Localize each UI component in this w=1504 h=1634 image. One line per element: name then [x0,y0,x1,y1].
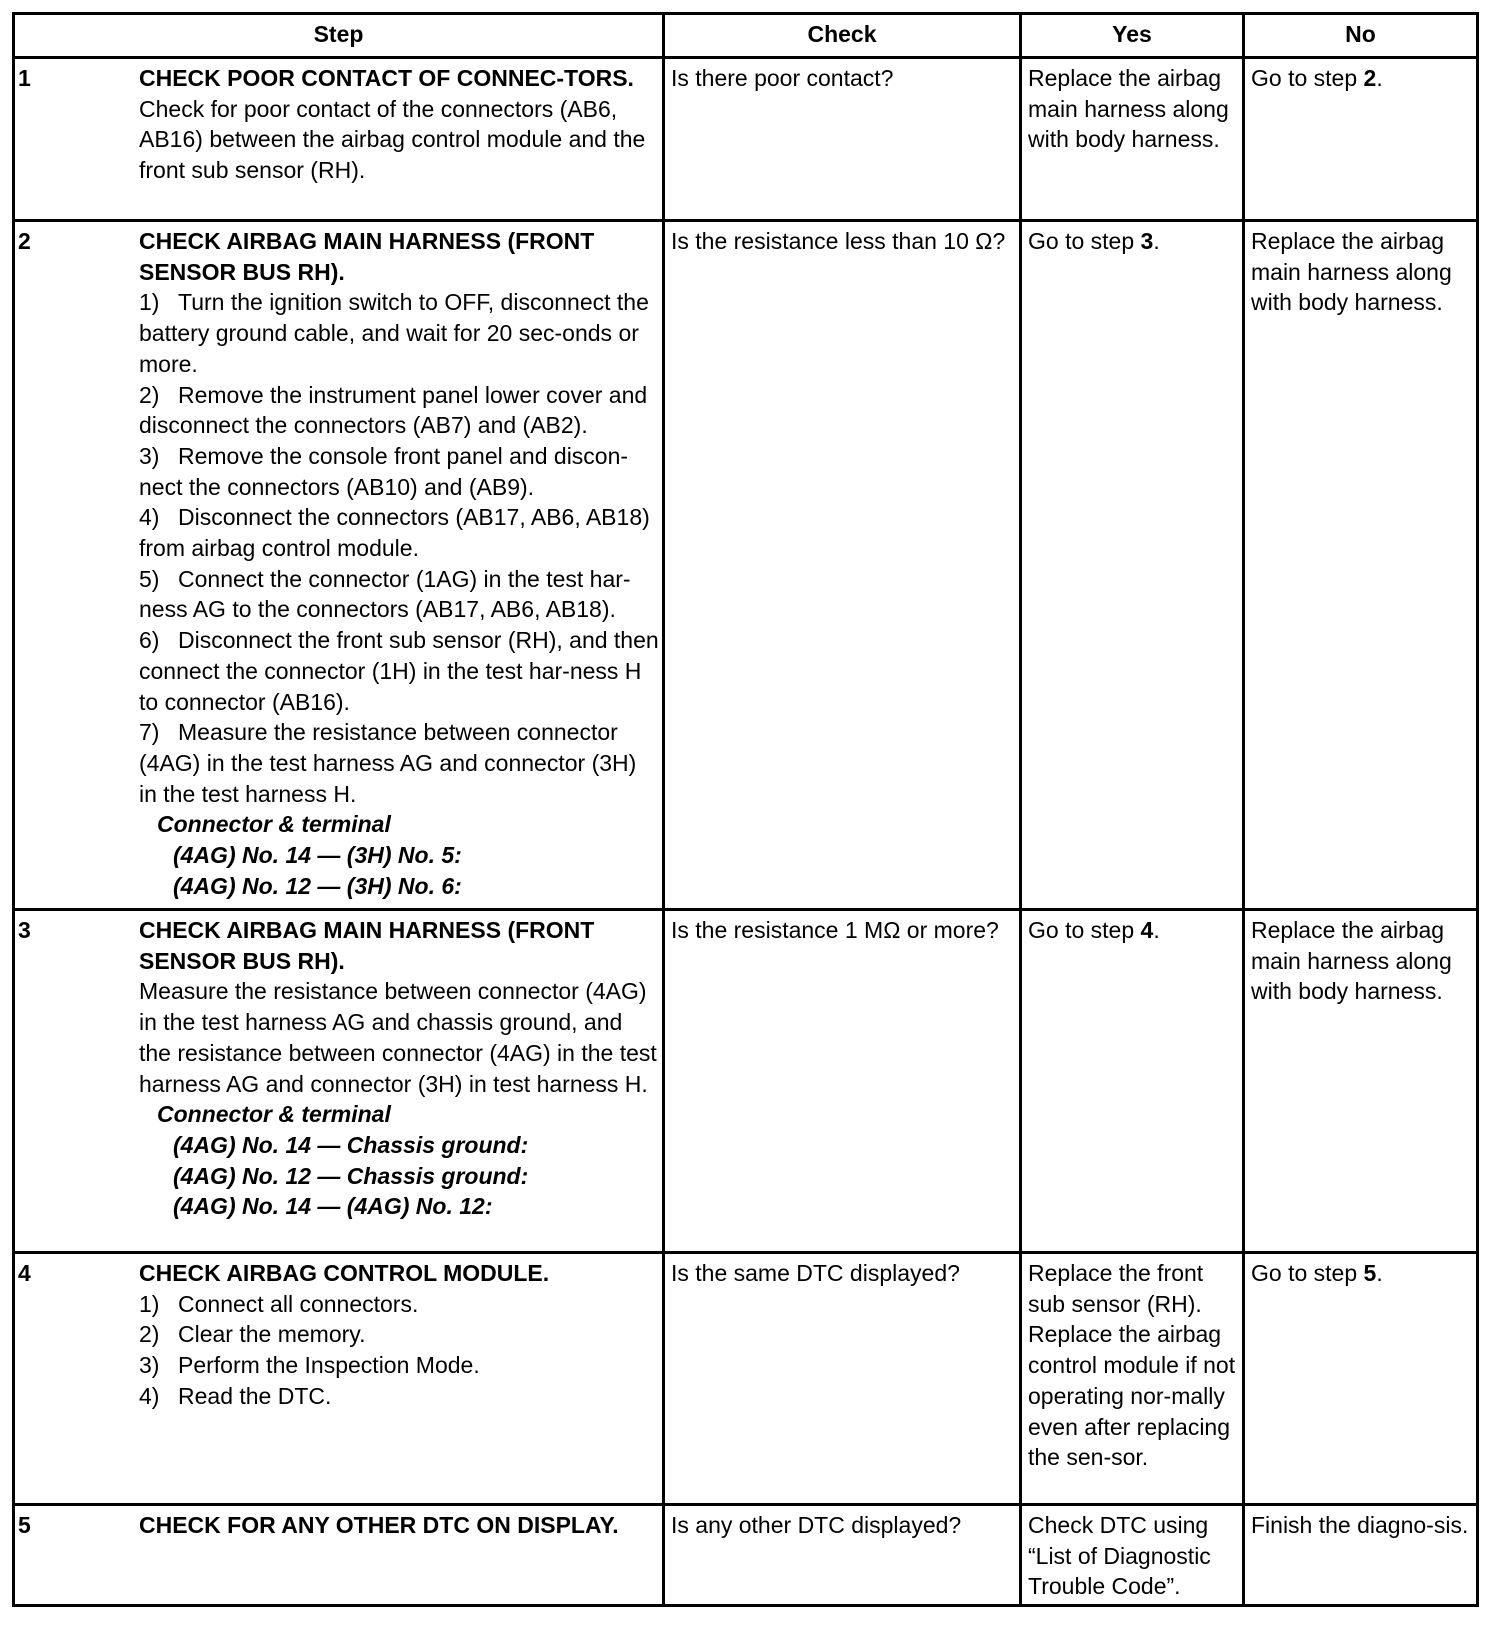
connector-terminal-line: (4AG) No. 12 — Chassis ground: [173,1162,529,1189]
header-yes: Yes [1021,14,1244,58]
no-text: Go to step [1251,1260,1364,1286]
substep: 2) Clear the memory. [139,1321,366,1348]
yes-text: Go to step [1028,917,1141,943]
no-cell: Replace the airbag main harness along with body harness. [1244,221,1478,910]
no-text: Go to step [1251,65,1364,91]
no-text-end: . [1376,65,1383,91]
step-title: CHECK POOR CONTACT OF CONNEC-TORS. [139,65,634,91]
header-no: No [1244,14,1478,58]
no-cell: Finish the diagno-sis. [1244,1505,1478,1606]
substep: 4) Disconnect the connectors (AB17, AB6, AB18) from airbag control module. [139,504,650,562]
yes-cell: Replace the front sub sensor (RH). Replace the airbag control module if not operating nor-mally even after replacing the sen-sor. [1021,1253,1244,1505]
connector-terminal-line: (4AG) No. 14 — (4AG) No. 12: [173,1193,493,1220]
substep: 1) Turn the ignition switch to OFF, disconnect the battery ground cable, and wait for 20 sec-onds or more. [139,289,649,377]
step-cell [14,58,664,221]
check-cell: Is there poor contact? [664,58,1021,221]
header-step: Step [14,14,664,58]
check-cell: Is the resistance less than 10 Ω? [664,221,1021,910]
table-row [14,58,1478,221]
yes-text-end: . [1153,228,1160,254]
yes-step-ref: 4 [1140,917,1154,943]
substep: 2) Remove the instrument panel lower cover and disconnect the connectors (AB7) and (AB2). [139,381,648,439]
step-title: CHECK AIRBAG MAIN HARNESS (FRONT SENSOR BUS RH). [139,228,595,285]
no-cell: Replace the airbag main harness along with body harness. [1244,910,1478,1253]
step-cell [14,1505,664,1606]
step-body: Check for poor contact of the connectors (AB6, AB16) between the airbag control module and the front sub sensor (RH). [139,95,646,184]
step-cell [14,221,664,910]
step-number: 1 [18,65,31,91]
step-cell [14,910,664,1253]
header-check: Check [664,14,1021,58]
check-cell: Is the same DTC displayed? [664,1253,1021,1505]
no-step-ref: 2 [1363,65,1377,91]
check-cell: Is the resistance 1 MΩ or more? [664,910,1021,1253]
connector-terminal-line: (4AG) No. 14 — (3H) No. 5: [173,842,462,869]
connector-terminal-title: Connector & terminal [157,1101,391,1128]
step-number: 2 [18,228,31,254]
step-number: 3 [18,917,31,943]
table-row [14,1253,1478,1505]
connector-terminal-line: (4AG) No. 12 — (3H) No. 6: [173,872,462,899]
yes-cell [1021,221,1244,910]
step-title: CHECK AIRBAG CONTROL MODULE. [139,1260,550,1286]
yes-cell [1021,910,1244,1253]
substep: 6) Disconnect the front sub sensor (RH), and then connect the connector (1H) in the test har-ness H to connector (AB16). [139,627,659,715]
step-number: 5 [18,1512,31,1538]
substep: 3) Remove the console front panel and discon-nect the connectors (AB10) and (AB9). [139,442,629,500]
substep: 7) Measure the resistance between connector (4AG) in the test harness AG and connector (3H) in the test harness H. [139,719,637,807]
step-title: CHECK FOR ANY OTHER DTC ON DISPLAY. [139,1512,619,1538]
check-cell: Is any other DTC displayed? [664,1505,1021,1606]
table-row [14,1505,1478,1606]
no-cell [1244,1253,1478,1505]
diagnostic-table-page [12,12,1476,1607]
yes-cell: Replace the airbag main harness along with body harness. [1021,58,1244,221]
yes-step-ref: 3 [1140,228,1154,254]
substep: 4) Read the DTC. [139,1382,332,1409]
step-number: 4 [18,1260,31,1286]
table-row [14,910,1478,1253]
no-text-end: . [1376,1260,1383,1286]
step-body: Measure the resistance between connector (4AG) in the test harness AG and chassis ground, and the resistance between connector (4AG) in the test harness AG and connector (3H) in test harness H. [139,978,657,1097]
yes-text-end: . [1153,917,1160,943]
substep: 5) Connect the connector (1AG) in the test har-ness AG to the connectors (AB17, AB6, AB18). [139,565,631,623]
no-cell [1244,58,1478,221]
substep: 3) Perform the Inspection Mode. [139,1352,480,1379]
table-header-row [14,14,1478,58]
no-step-ref: 5 [1363,1260,1377,1286]
yes-cell: Check DTC using “List of Diagnostic Trouble Code”. [1021,1505,1244,1606]
connector-terminal-title: Connector & terminal [157,811,391,838]
step-cell [14,1253,664,1505]
step-title: CHECK AIRBAG MAIN HARNESS (FRONT SENSOR BUS RH). [139,917,595,974]
yes-text: Go to step [1028,228,1141,254]
substep: 1) Connect all connectors. [139,1290,419,1317]
diagnostic-table [12,12,1479,1607]
connector-terminal-line: (4AG) No. 14 — Chassis ground: [173,1131,529,1158]
table-row [14,221,1478,910]
